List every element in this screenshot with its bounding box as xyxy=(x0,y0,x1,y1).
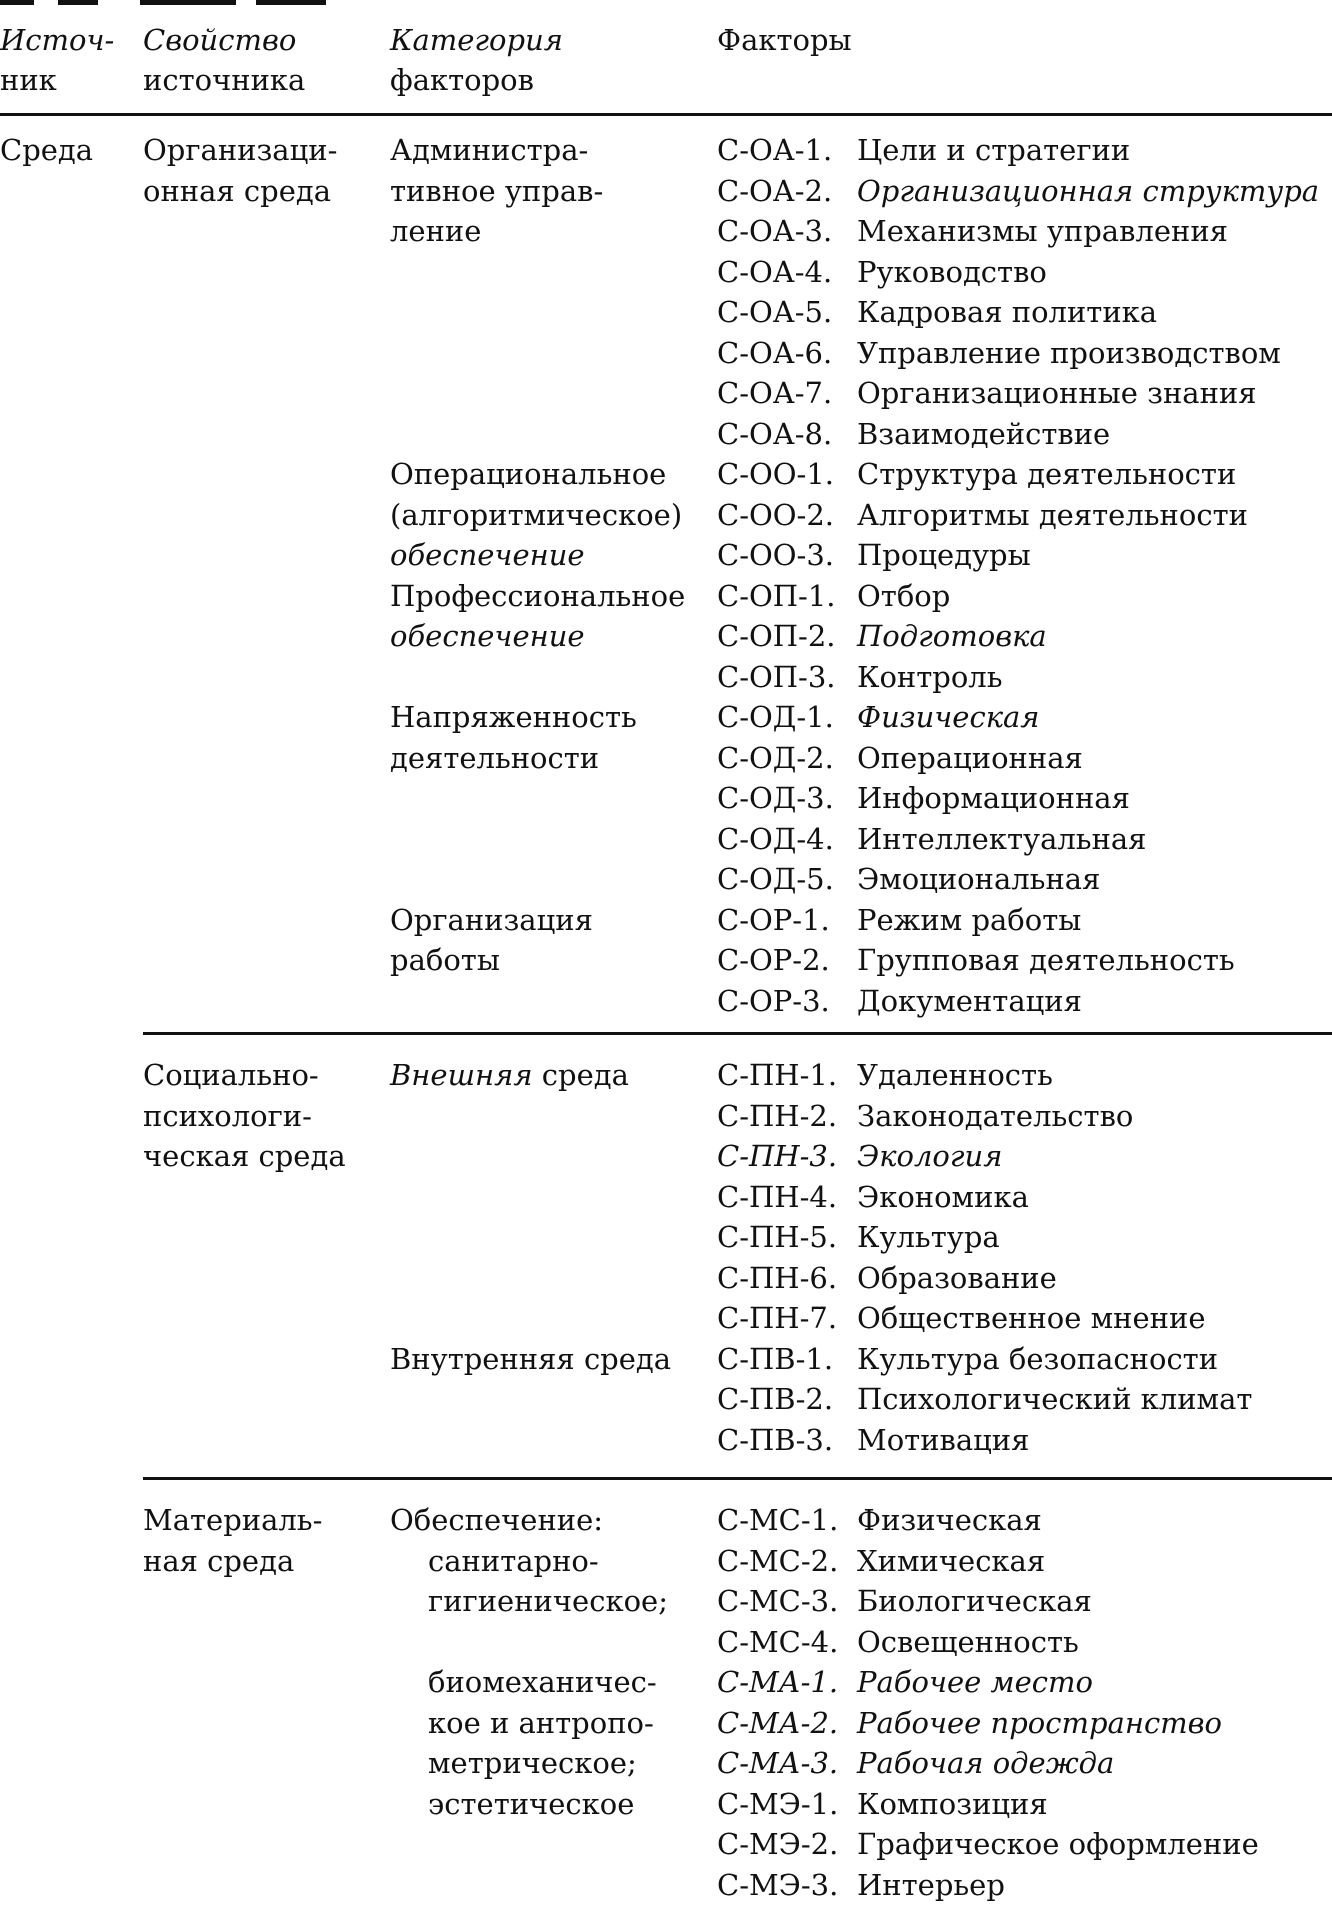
factor-row xyxy=(717,1703,1222,1744)
factor-code: С-ОА-3. xyxy=(717,214,833,248)
factor-row xyxy=(717,1541,1045,1582)
factor-code: С-ОР-3. xyxy=(717,983,830,1018)
category-line: эстетическое xyxy=(428,1786,635,1821)
header-category xyxy=(390,20,563,100)
category-line xyxy=(390,1055,629,1096)
factor-row xyxy=(717,576,950,617)
factor-name: Экономика xyxy=(857,1179,1029,1214)
header-property xyxy=(143,20,305,100)
factor-name: Культура xyxy=(857,1220,1000,1254)
category-line: Администра- xyxy=(390,133,589,167)
factor-name: Мотивация xyxy=(857,1422,1030,1457)
factor-name: Организационная структура xyxy=(857,173,1320,208)
factor-name: Рабочее место xyxy=(857,1665,1093,1699)
header-source xyxy=(0,20,114,100)
factor-code: С-ОА-5. xyxy=(717,295,833,329)
factor-name: Подготовка xyxy=(857,619,1047,653)
category-line: Внутренняя среда xyxy=(390,1341,672,1376)
factor-code: С-ПВ-3. xyxy=(717,1422,834,1457)
factor-code: С-МЭ-2. xyxy=(717,1827,839,1861)
property-line: психологи- xyxy=(143,1098,312,1133)
factor-name: Интерьер xyxy=(857,1867,1005,1902)
factor-code: С-ОО-1. xyxy=(717,457,835,491)
factor-row xyxy=(717,252,1047,293)
header-factors-line-1: Факторы xyxy=(717,23,852,57)
header-source-line-1: Источ- xyxy=(0,23,115,57)
factor-name: Физическая xyxy=(857,1503,1042,1537)
category-line: Обеспечение: xyxy=(390,1503,604,1537)
category-line: Организация xyxy=(390,902,593,937)
factor-name: Взаимодействие xyxy=(857,416,1111,451)
category-line: деятельности xyxy=(390,740,600,775)
factor-row xyxy=(717,981,1082,1022)
factor-code: С-МС-4. xyxy=(717,1624,839,1659)
property-line: Материаль- xyxy=(143,1503,323,1537)
factor-row xyxy=(717,495,1248,536)
factor-row xyxy=(717,454,1236,495)
factor-row xyxy=(717,1177,1029,1218)
factor-name: Образование xyxy=(857,1260,1057,1295)
factor-code: С-ПН-5. xyxy=(717,1220,838,1254)
category-line: Напряженность xyxy=(390,700,637,734)
factor-row xyxy=(717,1258,1057,1299)
factor-row xyxy=(717,1136,1002,1177)
factor-code: С-ПН-7. xyxy=(717,1301,838,1335)
factor-name: Руководство xyxy=(857,254,1047,289)
factor-name: Удаленность xyxy=(857,1058,1053,1092)
factor-name: Эмоциональная xyxy=(857,862,1101,896)
factor-row xyxy=(717,171,1319,212)
factor-row xyxy=(717,1420,1029,1461)
factor-code: С-МЭ-3. xyxy=(717,1867,839,1902)
factor-name: Графическое оформление xyxy=(857,1827,1259,1861)
factor-row xyxy=(717,819,1146,860)
factor-code: С-ПВ-2. xyxy=(717,1382,834,1416)
category-line: обеспечение xyxy=(390,619,585,653)
category-line: биомеханичес- xyxy=(428,1665,657,1699)
factor-code: С-МА-1. xyxy=(717,1665,839,1699)
property-line: ческая среда xyxy=(143,1139,346,1173)
category-line: кое и антропо- xyxy=(428,1705,654,1740)
factor-row xyxy=(717,1096,1133,1137)
factor-row xyxy=(717,1743,1114,1784)
section-rule xyxy=(143,1032,1332,1035)
factor-name: Структура деятельности xyxy=(857,457,1237,491)
factor-name: Алгоритмы деятельности xyxy=(857,497,1248,532)
factor-code: С-ОП-1. xyxy=(717,578,836,613)
factor-name: Документация xyxy=(857,983,1082,1018)
factor-row xyxy=(717,940,1235,981)
category-line: Профессиональное xyxy=(390,578,686,613)
factor-name: Групповая деятельность xyxy=(857,943,1235,977)
factor-row xyxy=(717,1784,1048,1825)
factor-code: С-ОА-6. xyxy=(717,335,833,370)
factor-code: С-ОА-4. xyxy=(717,254,833,289)
source-cell: Среда xyxy=(0,133,94,167)
factor-code: С-ОО-2. xyxy=(717,497,835,532)
category-line: работы xyxy=(390,943,500,977)
category-line: ление xyxy=(390,214,482,248)
category-line: обеспечение xyxy=(390,538,585,572)
factor-row xyxy=(717,292,1157,333)
category-line: Операциональное xyxy=(390,457,667,491)
factor-code: С-ОА-8. xyxy=(717,416,833,451)
factor-row xyxy=(717,373,1257,414)
factor-name: Операционная xyxy=(857,740,1083,775)
category-line: гигиеническое; xyxy=(428,1584,668,1618)
factor-code: С-ОД-4. xyxy=(717,821,834,856)
header-category-line-2: факторов xyxy=(390,63,534,97)
factor-row xyxy=(717,1379,1252,1420)
factor-code: С-ПВ-1. xyxy=(717,1341,834,1376)
factor-code: С-ПН-3. xyxy=(717,1139,838,1173)
factor-row xyxy=(717,1298,1206,1339)
factor-row xyxy=(717,211,1228,252)
factor-code: С-ОП-3. xyxy=(717,659,836,694)
factor-name: Цели и стратегии xyxy=(857,133,1131,167)
factor-code: С-ОД-2. xyxy=(717,740,834,775)
factor-name: Освещенность xyxy=(857,1624,1079,1659)
header-category-line-1: Категория xyxy=(390,23,563,57)
factor-code: С-ОД-1. xyxy=(717,700,834,734)
factor-name: Информационная xyxy=(857,781,1130,815)
factor-code: С-ПН-2. xyxy=(717,1098,838,1133)
factor-row xyxy=(717,1662,1093,1703)
factor-row xyxy=(717,1500,1042,1541)
factor-name: Композиция xyxy=(857,1786,1048,1821)
factor-code: С-МЭ-1. xyxy=(717,1786,839,1821)
factor-code: С-ОА-2. xyxy=(717,173,833,208)
category-line: (алгоритмическое) xyxy=(390,497,683,532)
category-line: метрическое; xyxy=(428,1746,637,1780)
factor-name: Режим работы xyxy=(857,902,1082,937)
factor-code: С-ОД-3. xyxy=(717,781,834,815)
factor-code: С-МА-3. xyxy=(717,1746,839,1780)
factor-name: Общественное мнение xyxy=(857,1301,1206,1335)
header-property-line-2: источника xyxy=(143,63,306,97)
section-rule xyxy=(143,1477,1332,1480)
property-line: Социально- xyxy=(143,1058,319,1092)
factor-row xyxy=(717,1865,1005,1906)
property-line: Организаци- xyxy=(143,133,338,167)
factor-row xyxy=(717,1622,1079,1663)
factor-row xyxy=(717,900,1081,941)
factor-row xyxy=(717,738,1083,779)
factor-code: С-ПН-1. xyxy=(717,1058,838,1092)
factor-code: С-ОР-2. xyxy=(717,943,830,977)
category-word: среда xyxy=(532,1058,629,1092)
header-factors xyxy=(717,20,852,60)
factor-name: Экология xyxy=(857,1139,1003,1173)
factor-code: С-ПН-4. xyxy=(717,1179,838,1214)
factor-name: Контроль xyxy=(857,659,1003,694)
factor-code: С-МА-2. xyxy=(717,1705,839,1740)
factor-code: С-ОР-1. xyxy=(717,902,830,937)
factor-row xyxy=(717,616,1047,657)
factor-code: С-ОО-3. xyxy=(717,538,835,572)
factor-name: Законодательство xyxy=(857,1098,1134,1133)
factor-code: С-ОА-1. xyxy=(717,133,833,167)
factor-row xyxy=(717,778,1130,819)
factor-name: Процедуры xyxy=(857,538,1031,572)
factor-name: Механизмы управления xyxy=(857,214,1228,248)
factor-row xyxy=(717,1339,1218,1380)
factor-name: Интеллектуальная xyxy=(857,821,1147,856)
factor-name: Рабочее пространство xyxy=(857,1705,1223,1740)
header-source-line-2: ник xyxy=(0,63,57,97)
factor-name: Биологическая xyxy=(857,1584,1092,1618)
factor-row xyxy=(717,859,1100,900)
factor-row xyxy=(717,657,1003,698)
factor-name: Управление производством xyxy=(857,335,1281,370)
factor-code: С-ОД-5. xyxy=(717,862,834,896)
factor-code: С-МС-1. xyxy=(717,1503,839,1537)
top-edge-marks xyxy=(0,0,330,6)
factor-row xyxy=(717,130,1130,171)
category-word-italic: Внешняя xyxy=(390,1058,533,1092)
property-line: ная среда xyxy=(143,1543,295,1578)
factor-name: Рабочая одежда xyxy=(857,1746,1115,1780)
factor-row xyxy=(717,535,1031,576)
factor-name: Отбор xyxy=(857,578,951,613)
factor-row xyxy=(717,1824,1259,1865)
factor-name: Физическая xyxy=(857,700,1040,734)
factor-row xyxy=(717,1055,1053,1096)
factor-code: С-МС-2. xyxy=(717,1543,839,1578)
header-rule xyxy=(0,113,1332,116)
category-line: тивное управ- xyxy=(390,173,604,208)
factor-name: Культура безопасности xyxy=(857,1341,1219,1376)
factor-name: Кадровая политика xyxy=(857,295,1158,329)
factor-name: Химическая xyxy=(857,1543,1046,1578)
factor-name: Организационные знания xyxy=(857,376,1257,410)
property-line: онная среда xyxy=(143,173,332,208)
factor-row xyxy=(717,1581,1092,1622)
factor-code: С-МС-3. xyxy=(717,1584,839,1618)
category-line: санитарно- xyxy=(428,1543,599,1578)
factor-row xyxy=(717,1217,1000,1258)
factor-code: С-ОП-2. xyxy=(717,619,836,653)
factor-row xyxy=(717,697,1040,738)
factor-row xyxy=(717,414,1110,455)
factor-code: С-ОА-7. xyxy=(717,376,833,410)
factor-code: С-ПН-6. xyxy=(717,1260,838,1295)
factor-name: Психологический климат xyxy=(857,1382,1253,1416)
header-property-line-1: Свойство xyxy=(143,23,297,57)
factor-row xyxy=(717,333,1281,374)
